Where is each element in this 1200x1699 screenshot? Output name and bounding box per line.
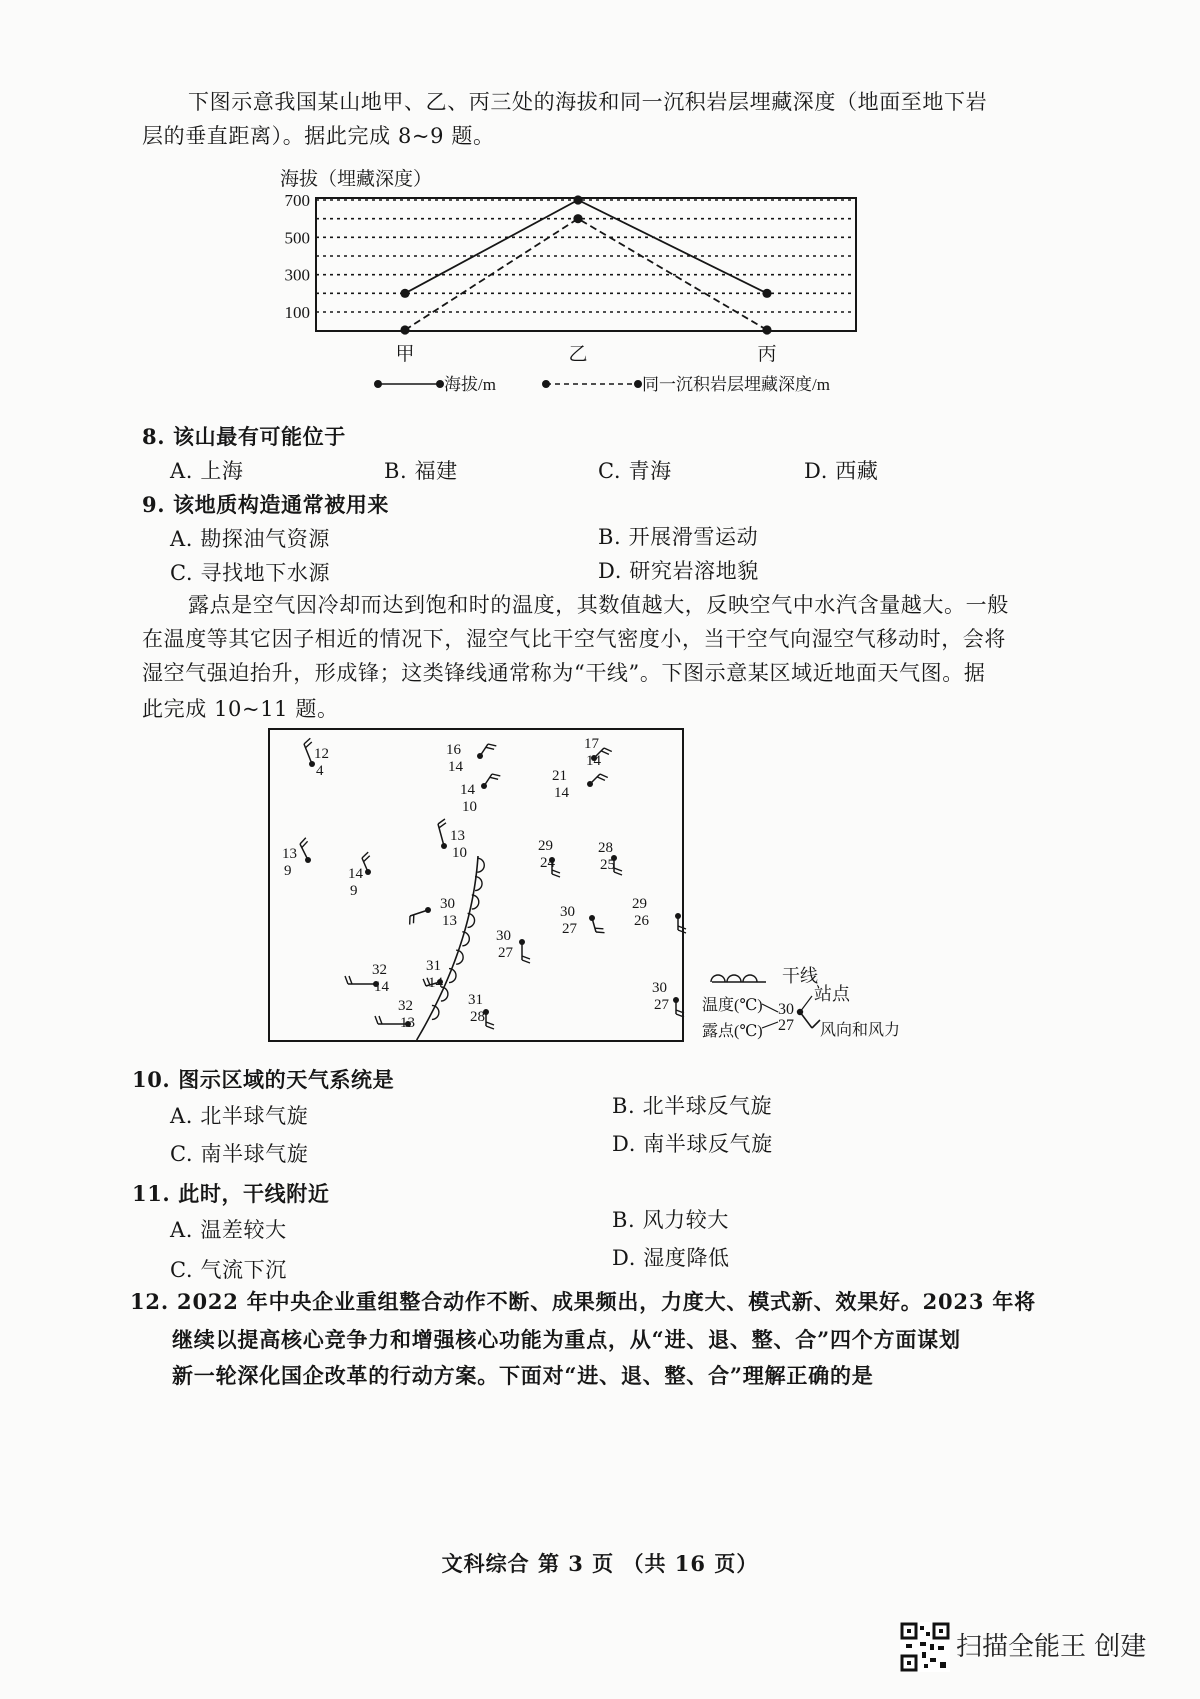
wind-barb-feather bbox=[595, 928, 604, 929]
station-temperature: 32 bbox=[398, 998, 413, 1014]
weather-map bbox=[268, 728, 718, 1048]
station-temperature: 13 bbox=[282, 846, 297, 862]
q8-stem: 8. 该山最有可能位于 bbox=[142, 424, 346, 449]
chart-y-tick-label: 300 bbox=[284, 265, 310, 285]
wind-barb-feather bbox=[302, 841, 308, 847]
intro1-line2: 层的垂直距离）。据此完成 8~9 题。 bbox=[142, 124, 495, 148]
q12-line3: 新一轮深化国企改革的行动方案。下面对“进、退、整、合”理解正确的是 bbox=[172, 1363, 874, 1388]
station-dewpoint: 9 bbox=[350, 883, 358, 899]
chart-grid bbox=[316, 200, 856, 312]
chart-y-tick-label: 500 bbox=[284, 228, 310, 248]
wind-barb-feather bbox=[522, 960, 530, 963]
chart-point bbox=[400, 325, 409, 334]
wind-barb-feather bbox=[305, 742, 311, 748]
station-dewpoint: 9 bbox=[284, 863, 292, 879]
intro2-line2: 在温度等其它因子相近的情况下，湿空气比干空气密度小，当干空气向湿空气移动时，会将 bbox=[142, 627, 1006, 651]
chart-x-category: 丙 bbox=[757, 344, 777, 365]
station-plots bbox=[282, 736, 686, 1031]
station-temperature: 30 bbox=[652, 980, 667, 996]
legend-marker bbox=[436, 380, 444, 388]
wind-barb-feather bbox=[597, 777, 605, 781]
q10-option-d[interactable]: D. 南半球反气旋 bbox=[612, 1132, 773, 1156]
station-temperature: 30 bbox=[440, 896, 455, 912]
legend-example-dew: 27 bbox=[778, 1017, 794, 1034]
dryline-bump bbox=[432, 1005, 439, 1019]
q12-line1: 12. 2022 年中央企业重组整合动作不断、成果频出，力度大、模式新、效果好。2023 年将 bbox=[130, 1289, 1036, 1314]
wind-barb-feather bbox=[304, 738, 310, 744]
wind-barb-feather bbox=[488, 744, 496, 746]
q11-option-d[interactable]: D. 湿度降低 bbox=[612, 1246, 730, 1270]
q10-option-a[interactable]: A. 北半球气旋 bbox=[170, 1104, 309, 1128]
station-dewpoint: 14 bbox=[374, 979, 389, 995]
wind-barb-feather bbox=[486, 1026, 494, 1029]
intro2-line1: 露点是空气因冷却而达到饱和时的温度，其数值越大，反映空气中水汽含量越大。一般 bbox=[188, 593, 1009, 617]
q9-option-c[interactable]: C. 寻找地下水源 bbox=[170, 561, 331, 585]
chart-point bbox=[400, 289, 409, 298]
station-dewpoint: 14 bbox=[448, 759, 463, 775]
station-dewpoint: 24 bbox=[540, 855, 555, 871]
station-temperature: 30 bbox=[496, 928, 511, 944]
station-temperature: 14 bbox=[460, 782, 475, 798]
wind-barb-feather bbox=[600, 774, 608, 778]
legend-dryline-bump bbox=[711, 975, 725, 982]
legend-marker bbox=[634, 380, 642, 388]
legend-station-pointer bbox=[800, 996, 812, 1012]
station-dewpoint: 27 bbox=[654, 997, 669, 1013]
wind-barb-feather bbox=[614, 868, 622, 871]
wind-barb-feather bbox=[379, 1016, 382, 1024]
weather-map-legend bbox=[696, 960, 926, 1050]
q9-option-b[interactable]: B. 开展滑雪运动 bbox=[598, 525, 759, 549]
station-temperature: 21 bbox=[552, 768, 567, 784]
wind-barb-feather bbox=[345, 976, 348, 984]
legend-temp-label: 温度(℃) bbox=[702, 997, 763, 1014]
chart-y-ticks bbox=[285, 191, 311, 322]
station-dewpoint: 25 bbox=[600, 857, 615, 873]
legend-dryline-label: 干线 bbox=[782, 966, 818, 986]
q8-option-c[interactable]: C. 青海 bbox=[598, 459, 672, 483]
legend-wind-barb bbox=[812, 1020, 820, 1028]
chart-frame bbox=[316, 198, 856, 331]
wind-barb-feather bbox=[364, 856, 370, 862]
station-dewpoint: 14 bbox=[586, 753, 601, 769]
wind-barb-feather bbox=[349, 976, 352, 984]
wind-barb-shaft bbox=[484, 774, 492, 786]
station-temperature: 31 bbox=[426, 958, 441, 974]
legend-dryline-bump bbox=[727, 975, 741, 982]
legend-wind-label: 风向和风力 bbox=[820, 1022, 901, 1039]
wind-barb-shaft bbox=[480, 744, 488, 756]
q11-option-c[interactable]: C. 气流下沉 bbox=[170, 1258, 287, 1282]
chart-x-categories bbox=[395, 343, 776, 365]
q10-option-c[interactable]: C. 南半球气旋 bbox=[170, 1142, 309, 1166]
station-temperature: 16 bbox=[446, 742, 461, 758]
legend-dryline-bump bbox=[743, 975, 757, 982]
station-temperature: 32 bbox=[372, 962, 387, 978]
wind-barb-shaft bbox=[590, 774, 600, 784]
wind-barb-feather bbox=[552, 874, 560, 877]
wind-barb-feather bbox=[375, 1016, 378, 1024]
chart-x-category: 乙 bbox=[568, 344, 588, 365]
station-dewpoint: 27 bbox=[498, 945, 513, 961]
station-dewpoint: 10 bbox=[452, 845, 467, 861]
q11-option-a[interactable]: A. 温差较大 bbox=[170, 1218, 287, 1242]
q12-line2: 继续以提高核心竞争力和增强核心功能为重点，从“进、退、整、合”四个方面谋划 bbox=[172, 1327, 961, 1352]
wind-barb-feather bbox=[486, 1022, 494, 1025]
station-dewpoint: 26 bbox=[634, 913, 649, 929]
intro1-line1: 下图示意我国某山地甲、乙、丙三处的海拔和同一沉积岩层埋藏深度（地面至地下岩 bbox=[188, 90, 988, 114]
elevation-depth-chart bbox=[270, 160, 990, 400]
legend-example-temp: 30 bbox=[778, 1001, 794, 1018]
chart-point bbox=[573, 214, 582, 223]
scanner-watermark: 扫描全能王 创建 bbox=[956, 1632, 1147, 1662]
station-dewpoint: 14 bbox=[428, 975, 443, 991]
legend-temp-pointer bbox=[762, 1004, 778, 1012]
chart-legend bbox=[374, 375, 830, 394]
intro2-line4: 此完成 10~11 题。 bbox=[142, 697, 339, 721]
station-temperature: 29 bbox=[538, 838, 553, 854]
station-temperature: 30 bbox=[560, 904, 575, 920]
wind-barb-feather bbox=[492, 774, 500, 776]
wind-barb-feather bbox=[596, 932, 605, 933]
chart-point bbox=[762, 289, 771, 298]
station-temperature: 12 bbox=[314, 746, 329, 762]
chart-ylabel: 海拔（埋藏深度） bbox=[280, 169, 433, 190]
station-temperature: 31 bbox=[468, 992, 483, 1008]
legend-station-label: 站点 bbox=[814, 984, 850, 1004]
legend-dew-label: 露点(℃) bbox=[702, 1023, 763, 1040]
legend-series-label: 同一沉积岩层埋藏深度/m bbox=[642, 375, 830, 394]
chart-x-category: 甲 bbox=[395, 344, 415, 365]
legend-dryline-symbol bbox=[711, 975, 766, 982]
wind-barb-feather bbox=[490, 777, 498, 779]
station-temperature: 28 bbox=[598, 840, 613, 856]
chart-y-tick-label: 700 bbox=[284, 191, 310, 210]
q9-option-a[interactable]: A. 勘探油气资源 bbox=[170, 527, 330, 551]
q10-option-b[interactable]: B. 北半球反气旋 bbox=[612, 1094, 773, 1118]
intro2-line3: 湿空气强迫抬升，形成锋；这类锋线通常称为“干线”。下图示意某区域近地面天气图。据 bbox=[142, 661, 986, 685]
wind-barb-feather bbox=[601, 751, 609, 755]
wind-barb-feather bbox=[439, 823, 446, 828]
wind-barb-shaft bbox=[304, 744, 312, 764]
q8-option-d[interactable]: D. 西藏 bbox=[804, 459, 879, 483]
station-dewpoint: 14 bbox=[554, 785, 569, 801]
chart-y-tick-label: 100 bbox=[284, 303, 310, 322]
qr-code-icon bbox=[900, 1622, 950, 1672]
q11-stem: 11. 此时，干线附近 bbox=[132, 1181, 330, 1206]
legend-wind-shaft bbox=[800, 1012, 812, 1028]
chart-point bbox=[573, 195, 582, 204]
chart-series-line bbox=[405, 219, 767, 330]
chart-series-line bbox=[405, 200, 767, 293]
station-dewpoint: 27 bbox=[562, 921, 577, 937]
station-dewpoint: 10 bbox=[462, 799, 477, 815]
legend-series-label: 海拔/m bbox=[444, 375, 496, 394]
station-dewpoint: 4 bbox=[316, 763, 324, 779]
wind-barb-feather bbox=[423, 979, 426, 986]
dryline-path bbox=[417, 856, 478, 1040]
q9-option-d[interactable]: D. 研究岩溶地貌 bbox=[598, 559, 759, 583]
dryline-bump bbox=[449, 969, 456, 983]
wind-barb-feather bbox=[362, 852, 368, 858]
station-temperature: 17 bbox=[584, 736, 599, 752]
legend-dew-pointer bbox=[762, 1022, 778, 1028]
station-temperature: 13 bbox=[450, 828, 465, 844]
q8-option-a[interactable]: A. 上海 bbox=[170, 459, 244, 483]
page-footer: 文科综合 第 3 页 （共 16 页） bbox=[441, 1551, 759, 1576]
wind-barb-feather bbox=[522, 956, 530, 959]
wind-barb-feather bbox=[486, 747, 494, 749]
station-temperature: 29 bbox=[632, 896, 647, 912]
station-temperature: 14 bbox=[348, 866, 363, 882]
wind-barb-feather bbox=[438, 819, 445, 824]
wind-barb-feather bbox=[614, 872, 622, 875]
wind-barb-feather bbox=[604, 748, 612, 752]
chart-point bbox=[762, 325, 771, 334]
q11-option-b[interactable]: B. 风力较大 bbox=[612, 1208, 729, 1232]
station-dewpoint: 13 bbox=[400, 1015, 415, 1031]
wind-barb-shaft bbox=[300, 844, 308, 860]
q8-option-b[interactable]: B. 福建 bbox=[384, 459, 458, 483]
q10-stem: 10. 图示区域的天气系统是 bbox=[132, 1067, 395, 1092]
wind-barb-shaft bbox=[410, 910, 428, 916]
chart-series bbox=[400, 195, 771, 334]
station-dewpoint: 28 bbox=[470, 1009, 485, 1025]
wind-barb-feather bbox=[300, 838, 306, 844]
station-dewpoint: 13 bbox=[442, 913, 457, 929]
q9-stem: 9. 该地质构造通常被用来 bbox=[142, 492, 390, 517]
